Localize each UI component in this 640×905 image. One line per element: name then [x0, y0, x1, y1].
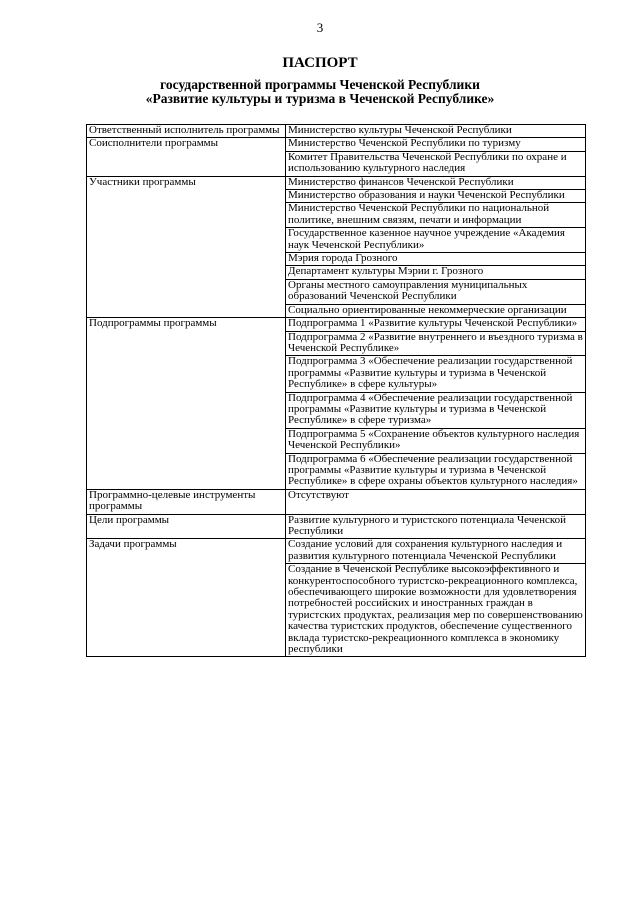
row-value: Мэрия города Грозного [286, 253, 586, 266]
row-value: Министерство культуры Чеченской Республики [286, 125, 586, 138]
row-label: Задачи программы [87, 539, 286, 657]
table-row [87, 318, 586, 331]
table-row [87, 489, 586, 514]
subtitle-line: «Развитие культуры и туризма в Чеченской Республике» [145, 91, 495, 106]
row-value: Комитет Правительства Чеченской Республики по охране и использованию культурного наследия [286, 151, 586, 176]
row-value: Органы местного самоуправления муниципальных образований Чеченской Республики [286, 279, 586, 304]
row-label: Цели программы [87, 514, 286, 539]
row-value: Министерство финансов Чеченской Республики [286, 176, 586, 189]
table-row [87, 138, 586, 151]
row-value: Подпрограмма 1 «Развитие культуры Чеченской Республики» [286, 318, 586, 331]
row-label: Ответственный исполнитель программы [87, 125, 286, 138]
row-label: Подпрограммы программы [87, 318, 286, 490]
table-row [87, 539, 586, 564]
page-number: 3 [316, 20, 324, 35]
document-title: ПАСПОРТ [282, 55, 358, 71]
document-subtitle [0, 78, 640, 106]
row-value: Подпрограмма 2 «Развитие внутреннего и въездного туризма в Чеченской Республике» [286, 331, 586, 356]
row-value: Министерство образования и науки Чеченской Республики [286, 190, 586, 203]
row-label: Соисполнители программы [87, 138, 286, 176]
row-value: Министерство Чеченской Республики по туризму [286, 138, 586, 151]
table-row [87, 514, 586, 539]
row-value: Подпрограмма 3 «Обеспечение реализации государственной программы «Развитие культуры и туризма в Чеченской Республике» в сфере культуры» [286, 356, 586, 392]
row-value: Создание в Чеченской Республике высокоэффективного и конкурентоспособного туристско-рекреационного комплекса, обеспечивающего широкие возможности для удовлетворения потребностей российских и иностранных граждан в туристских продуктах, реализация мер по совершенствованию качества туристских продуктов, обеспечение существенного вклада туристско-рекреационного комплекса в экономику республики [286, 564, 586, 657]
row-value: Отсутствуют [286, 489, 586, 514]
row-value: Подпрограмма 6 «Обеспечение реализации государственной программы «Развитие культуры и туризма в Чеченской Республике» в сфере охраны объектов культурного наследия» [286, 453, 586, 489]
passport-table [86, 124, 586, 657]
row-label: Программно-целевые инструменты программы [87, 489, 286, 514]
row-value: Развитие культурного и туристского потенциала Чеченской Республики [286, 514, 586, 539]
row-value: Подпрограмма 4 «Обеспечение реализации государственной программы «Развитие культуры и туризма в Чеченской Республике» в сфере туризма» [286, 392, 586, 428]
row-value: Государственное казенное научное учреждение «Академия наук Чеченской Республики» [286, 228, 586, 253]
table-row [87, 176, 586, 189]
row-value: Создание условий для сохранения культурного наследия и развития культурного потенциала Чеченской Республики [286, 539, 586, 564]
table-row [87, 125, 586, 138]
subtitle-line: государственной программы Чеченской Республики [160, 77, 480, 92]
row-label: Участники программы [87, 176, 286, 317]
row-value: Департамент культуры Мэрии г. Грозного [286, 266, 586, 279]
row-value: Подпрограмма 5 «Сохранение объектов культурного наследия Чеченской Республики» [286, 428, 586, 453]
row-value: Социально ориентированные некоммерческие организации [286, 304, 586, 317]
row-value: Министерство Чеченской Республики по национальной политике, внешним связям, печати и информации [286, 203, 586, 228]
